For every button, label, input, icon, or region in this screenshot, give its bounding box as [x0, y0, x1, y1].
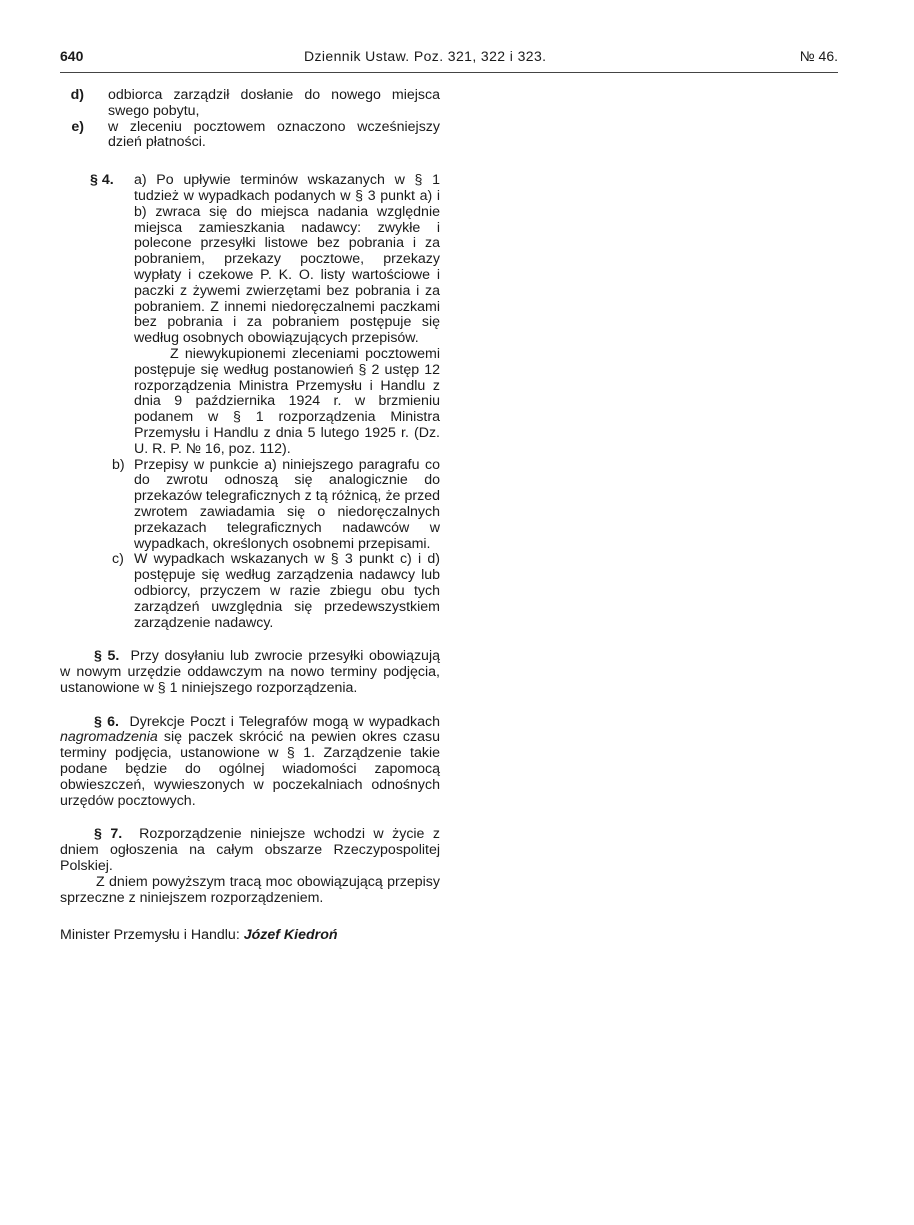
section-label: § 5. — [94, 648, 120, 665]
list-item-e — [60, 120, 440, 152]
item-text: w zleceniu pocztowem oznaczono wcześniejszy dzień płatności. — [108, 118, 440, 151]
text-column — [60, 88, 440, 944]
list-item-d — [60, 88, 440, 120]
page-header — [60, 48, 838, 68]
section-6-text-b: się paczek skrócić na pewien okres czasu terminy podjęcia, ustanowione w § 1. Zarządzenie takie podane będzie do ogólnej wiadomości zapomocą obwieszczeń, wywieszonych w poczekalniach odnośnych urzędów pocztowych. — [60, 729, 440, 809]
signature-name: Józef Kiedroń — [243, 927, 338, 944]
section-4-a-text: a) Po upływie terminów wskazanych w § 1 tudzież w wypadkach podanych w § 3 punkt a) i b) zwraca się do miejsca nadania względnie miejsca zamieszkania nadawcy: zwykłe i polecone przesyłki listowe bez pobrania i za pobraniem, przekazy pocztowe, przekazy wypłaty i czekowe P. K. O. listy wartościowe i paczki z żywemi zwierzętami bez pobrania i za pobraniem. Z innemi niedoręczalnemi paczkami bez pobrania i za pobraniem postępuje się według osobnych obowiązujących przepisów. — [134, 172, 440, 347]
section-5 — [60, 649, 440, 696]
section-4-a-second: Z niewykupionemi zleceniami pocztowemi postępuje się według postanowień § 2 ustęp 12 rozporządzenia Ministra Przemysłu i Handlu z dnia 9 października 1924 r. w brzmieniu podanem w § 1 rozporządzenia Ministra Przemysłu i Handlu z dnia 5 lutego 1925 r. (Dz. U. R. P. № 16, poz. 112). — [134, 345, 440, 457]
signature-role: Minister Przemysłu i Handlu: — [60, 927, 240, 944]
section-6-text-a: Dyrekcje Poczt i Telegrafów mogą w wypadkach — [129, 713, 440, 730]
section-4-c — [112, 551, 440, 631]
section-7-text: Rozporządzenie niniejsze wchodzi w życie z dniem ogłoszenia na całym obszarze Rzeczypospolitej Polskiej. — [60, 826, 440, 875]
signature — [60, 928, 440, 944]
section-5-text: Przy dosyłaniu lub zwrocie przesyłki obowiązują w nowym urzędzie oddawczym na nowo terminy podjęcia, ustanowione w § 1 niniejszego rozporządzenia. — [60, 648, 440, 696]
section-7 — [60, 827, 440, 874]
section-6-emphasis: nagromadzenia — [60, 729, 158, 746]
section-4 — [60, 173, 440, 631]
item-label: d) — [70, 87, 84, 103]
section-label: § 4. — [90, 172, 114, 189]
page-number: 640 — [60, 48, 84, 64]
issue-number: № 46. — [799, 48, 838, 64]
section-4-c-text: W wypadkach wskazanych w § 3 punkt c) i d) postępuje się według zarządzenia nadawcy lub odbiorcy, przyczem w razie zbiegu obu tych zarządzeń uwzględnia się przedewszystkiem zarządzenie nadawcy. — [134, 551, 440, 631]
journal-title: Dziennik Ustaw. Poz. 321, 322 i 323. — [304, 48, 547, 64]
section-6 — [60, 715, 440, 810]
section-label: § 7. — [94, 826, 123, 843]
header-rule — [60, 72, 838, 73]
section-label: § 6. — [94, 713, 119, 730]
section-4-b-text: Przepisy w punkcie a) niniejszego paragrafu co do zwrotu odnoszą się analogicznie do przekazów telegraficznych z tą różnicą, że przed zwrotem zawiadamia się o niedoręczalnych przekazach telegraficznych nadawców w wypadkach, określonych osobnemi przepisami. — [134, 456, 440, 552]
section-4-b — [112, 456, 440, 553]
sub-label: b) — [112, 456, 125, 473]
item-text: odbiorca zarządził dosłanie do nowego miejsca swego pobytu, — [108, 87, 440, 119]
item-label: e) — [71, 118, 84, 135]
section-7-second: Z dniem powyższym tracą moc obowiązującą przepisy sprzeczne z niniejszem rozporządzeniem. — [60, 873, 440, 906]
sub-label: c) — [112, 551, 124, 568]
